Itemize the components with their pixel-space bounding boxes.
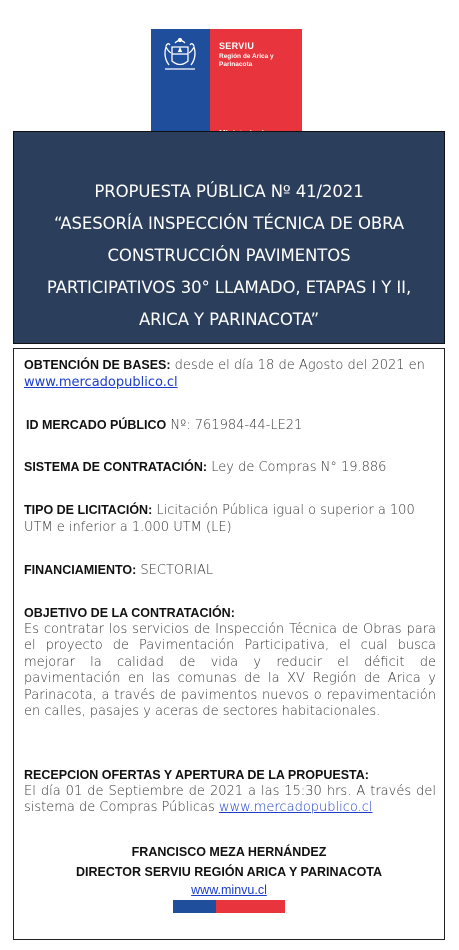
id-label: ID MERCADO PÚBLICO (26, 418, 167, 432)
bases-label: OBTENCIÓN DE BASES: (24, 358, 171, 372)
title-line-3: CONSTRUCCIÓN PAVIMENTOS (107, 246, 351, 265)
flag-bar (173, 900, 285, 913)
recepcion-section (24, 767, 436, 817)
logo-region (219, 53, 299, 69)
recepcion-text (24, 784, 436, 817)
title-text (14, 176, 444, 336)
logo-region-line1: Región de Arica y (219, 53, 274, 60)
minvu-link-wrap (14, 883, 444, 897)
details-box (13, 348, 445, 940)
logo-org: SERVIU (219, 41, 255, 51)
recepcion-label: RECEPCION OFERTAS Y APERTURA DE LA PROPUESTA: (24, 768, 369, 782)
bases-text: desde el día 18 de Agosto del 2021 en (170, 358, 425, 373)
tipo-section (24, 502, 436, 536)
tipo-label: TIPO DE LICITACIÓN: (24, 503, 153, 517)
signatory-position: DIRECTOR SERVIU REGIÓN ARICA Y PARINACOTA (75, 865, 383, 879)
bases-link[interactable]: www.mercadopublico.cl (24, 374, 178, 390)
financiamiento-text: SECTORIAL (136, 563, 214, 578)
logo-region-line2: Parinacota (219, 61, 253, 68)
financiamiento-section (24, 562, 436, 580)
objetivo-text: Es contratar los servicios de Inspección Técnica de Obras para el proyecto de Pavimentación Participativa, el cual busca mejorar la calidad de vida y reducir el déficit de pavimentación en las comunas de la XV Región de Arica y Parinacota, a través de pavimentos nuevos o repavimentación en calles, pasajes y aceras de sectores habitacionales. (24, 621, 436, 719)
recepcion-body: El día 01 de Septiembre de 2021 a las 15:30 hrs. A través del sistema de Compras Públicas (24, 783, 436, 815)
recepcion-link[interactable]: www.mercadopublico.cl (218, 800, 373, 815)
objetivo-section (24, 605, 436, 721)
signatory-name: FRANCISCO MEZA HERNÁNDEZ (131, 845, 327, 859)
title-line-1: PROPUESTA PÚBLICA Nº 41/2021 (94, 182, 364, 201)
bases-section (24, 357, 436, 391)
objetivo-label: OBJETIVO DE LA CONTRATACIÓN: (24, 606, 235, 620)
tipo-text: Licitación Pública igual o superior a 100 UTM e inferior a 1.000 UTM (LE) (24, 503, 415, 535)
title-line-5: ARICA Y PARINACOTA” (138, 310, 320, 329)
sistema-text: Ley de Compras N° 19.886 (207, 460, 387, 475)
sistema-section (24, 459, 436, 477)
minvu-link[interactable]: www.minvu.cl (191, 883, 267, 897)
title-banner (13, 131, 445, 344)
sistema-label: SISTEMA DE CONTRATACIÓN: (24, 460, 208, 474)
title-line-4: PARTICIPATIVOS 30° LLAMADO, ETAPAS I Y II, (46, 278, 412, 297)
chile-crest-icon (157, 35, 203, 75)
financiamiento-label: FINANCIAMIENTO: (24, 563, 137, 577)
title-line-2: “ASESORÍA INSPECCIÓN TÉCNICA DE OBRA (54, 214, 404, 233)
id-text: Nº: 761984-44-LE21 (166, 418, 303, 433)
id-section (26, 417, 438, 435)
flag-bar-blue (173, 900, 216, 913)
flag-bar-red (216, 900, 285, 913)
